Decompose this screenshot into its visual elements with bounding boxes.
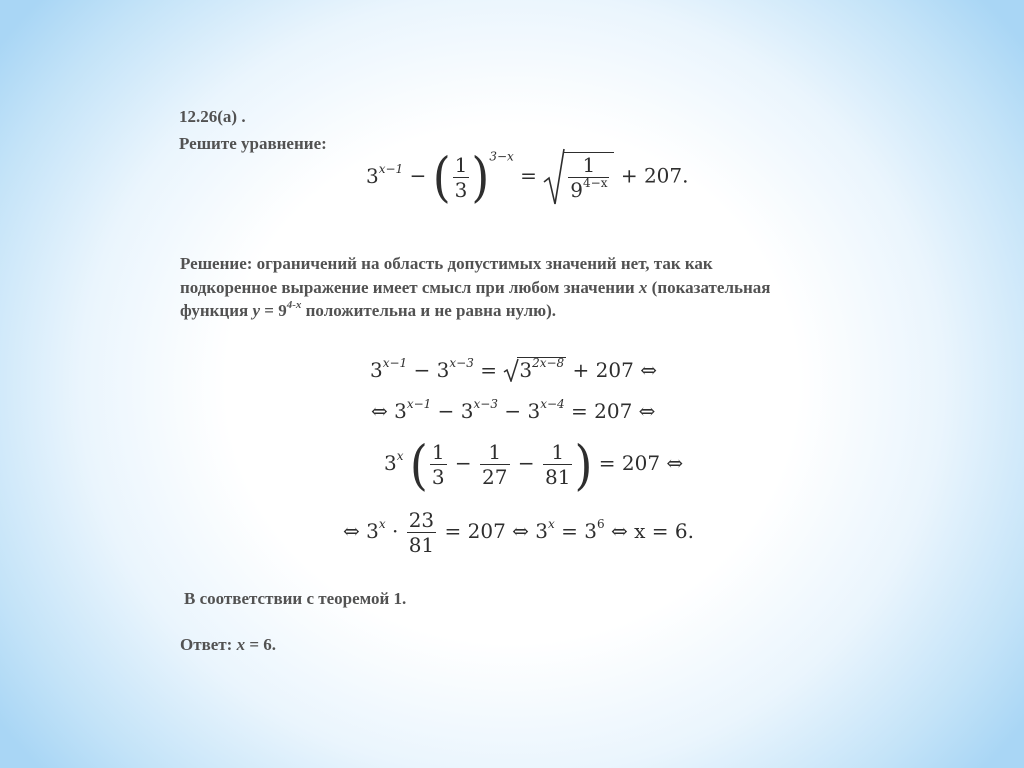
step-1: $3^{x-1} - 3^{x-3} = 3^{2x-8} + 207$ ⇔ (370, 356, 657, 382)
solution-line-3: функция $y = 9^{4-x}$ положительна и не равна нулю). (180, 299, 557, 320)
problem-number: 12.26(а) . (179, 107, 246, 126)
eq-sign: = (520, 163, 537, 188)
step-4: ⇔ 3$^x$ · $\frac{23}{81}$ = 207 ⇔ $3^x = 3^6$ ⇔ x = 6. (343, 508, 694, 557)
problem-prompt: Решите уравнение: (179, 134, 327, 153)
solution-line-1: Решение: ограничений на область допустимых значений нет, так как (180, 254, 713, 273)
eq-tail: + 207. (620, 163, 689, 188)
paren-exponent: 3−x (489, 149, 514, 164)
sqrt-expression: $\frac{1}{9^{4-x}}$ (543, 148, 614, 206)
conclusion-text: В соответствии с теоремой 1. (184, 589, 407, 608)
one-third-fraction: $\frac{1}{3}$ (454, 152, 468, 202)
eq-minus: − (409, 163, 427, 188)
answer-line: Ответ: x = 6. (180, 635, 276, 654)
eq-term-1: $3^{x-1}$ (366, 161, 404, 188)
main-equation (366, 145, 689, 209)
step-2: ⇔ $3^{x-1} - 3^{x-3} - 3^{x-4} = 207$ ⇔ (371, 397, 656, 423)
step-3: 3$^x$ ( $\frac{1}{3}$ − $\frac{1}{27}$ − $\frac{1}{81}$ ) = 207 ⇔ (384, 433, 684, 496)
solution-line-2: подкоренное выражение имеет смысл при любом значении x (показательная (180, 278, 771, 297)
left-paren: ( (432, 145, 451, 209)
right-paren: ) (471, 145, 490, 209)
radical-sign (543, 148, 565, 206)
